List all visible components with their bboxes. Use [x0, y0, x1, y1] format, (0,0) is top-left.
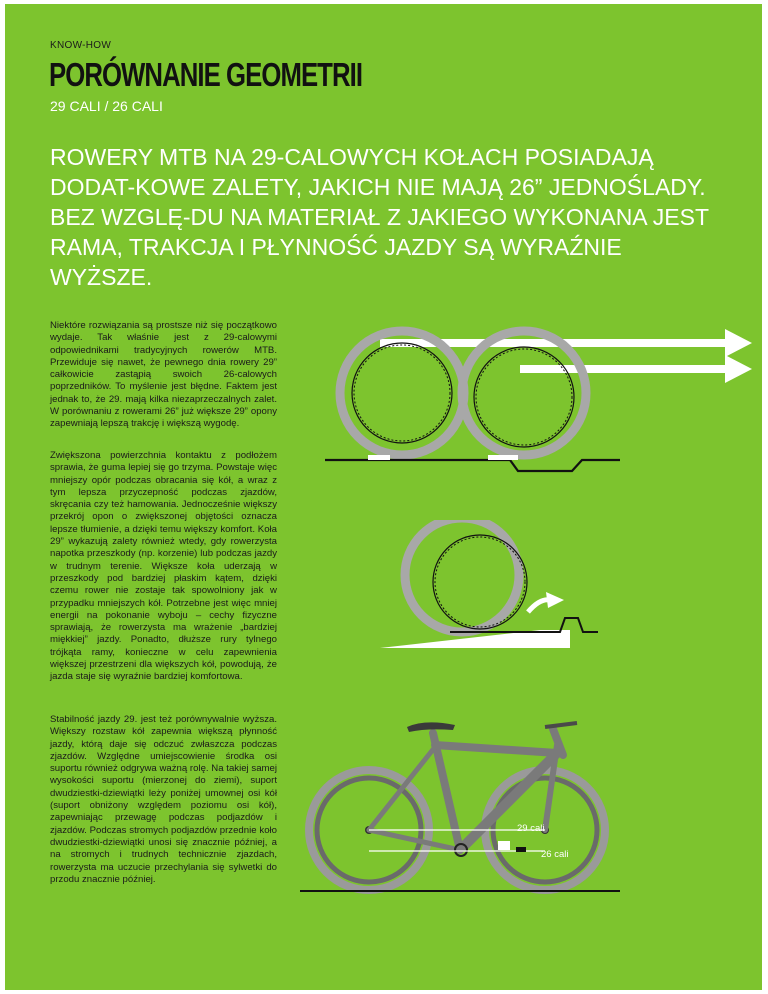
handlebar-icon [545, 723, 577, 727]
label-26-cali: 26 cali [541, 849, 569, 860]
section-kicker: KNOW-HOW [50, 40, 112, 51]
contact-patch-illustration [320, 325, 760, 475]
wheel-29-icon [340, 331, 464, 455]
page-title: PORÓWNANIE GEOMETRII [49, 56, 363, 93]
wheel-29-icon [462, 331, 586, 455]
body-paragraph-3: Stabilność jazdy 29. jest też porównywalnie wyższa. Większy rozstaw kół zapewnia większą płynność jazdy, którą daje się odczuć zwłaszcza podczas zjazdów. Względne umiejscowienie środka osi suportu również odgrywa ważną rolę. Na takiej samej wysokości suportu (mierzonej do ziemi), suport dwudziestki-dziewiątki leży poniżej umownej osi kół (suport obniżony względem poziomu osi kół), zapewniając przewagę podczas podjazdów i zjazdów. Podczas stromych podjazdów przednie koło dwudziestki-dziewiątki unosi się znacznie później, a na stromych i trudnych technicznie zjazdach, rowerzysta ma uczucie przechylania się sylwetki do przodu znacznie później. [50, 714, 277, 885]
lead-paragraph: ROWERY MTB NA 29-CALOWYCH KOŁACH POSIADAJĄ DODAT-KOWE ZALETY, JAKICH NIE MAJĄ 26” JEDNOŚLADY. BEZ WZGLĘ-DU NA MATERIAŁ Z JAKIEGO WYKONANA JEST RAMA, TRAKCJA I PŁYNNOŚĆ JAZDY SĄ WYRAŹNIE WYŻSZE. [50, 144, 709, 290]
label-29-cali: 29 cali [517, 823, 545, 834]
arrow-icon [520, 355, 752, 383]
ground-line [325, 460, 620, 471]
body-paragraph-1: Niektóre rozwiązania są prostsze niż się początkowo wydaje. Tak właśnie jest z 29-calowymi odpowiednikami tradycyjnych rowerów MTB. Przewiduje się nawet, że pewnego dnia rowery 29” całkowicie zastąpią swoich 26-calowych poprzedników. To myślenie jest błędne. Faktem jest jednak to, że 29. mają kilka niezaprzeczalnych zalet. W porównaniu z rowerami 26” już większe 29” opony zapewniają lepszą trakcję i większą wygodę. [50, 320, 277, 430]
wheel-29-icon [405, 520, 519, 632]
wheel-26-icon [433, 535, 527, 629]
obstacle-illustration [380, 520, 600, 650]
bike-geometry-illustration [295, 715, 625, 895]
arrow-icon [528, 600, 550, 612]
page-subtitle: 29 CALI / 26 CALI [50, 98, 163, 114]
body-paragraph-2: Zwiększona powierzchnia kontaktu z podłożem sprawia, że guma lepiej się go trzyma. Powstaje więc mniejszy opór podczas obracania się kół, a wraz z tym lepsza przyczepność podczas zjazdów, skręcania czy też hamowania. Jednocześnie większy przekrój opon o zwiększonej objętości oznacza lepsze tłumienie, a dzięki temu większy komfort. Koła 29” wykazują zalety również wtedy, gdy rowerzysta napotka przeszkody (np. korzenie) lub podczas jazdy w trudnym terenie. Większe koła uderzają w przeszkody pod bardziej płaskim kątem, dzięki czemu rower nie zostaje tak spowolniony jak w przypadku mniejszych kół. Potrzebne jest więc mniej energii na pokonanie wyboju – cechy fizyczne sprawiają, że rowerzysta ma wrażenie „bardziej miękkiej” jazdy. Ponadto, dłuższe rury tylnego trójkąta ramy, konieczne w celu zapewnienia większej przestrzeni dla większych kół, powodują, że jazda staje się wyraźnie bardziej komfortowa. [50, 450, 277, 683]
